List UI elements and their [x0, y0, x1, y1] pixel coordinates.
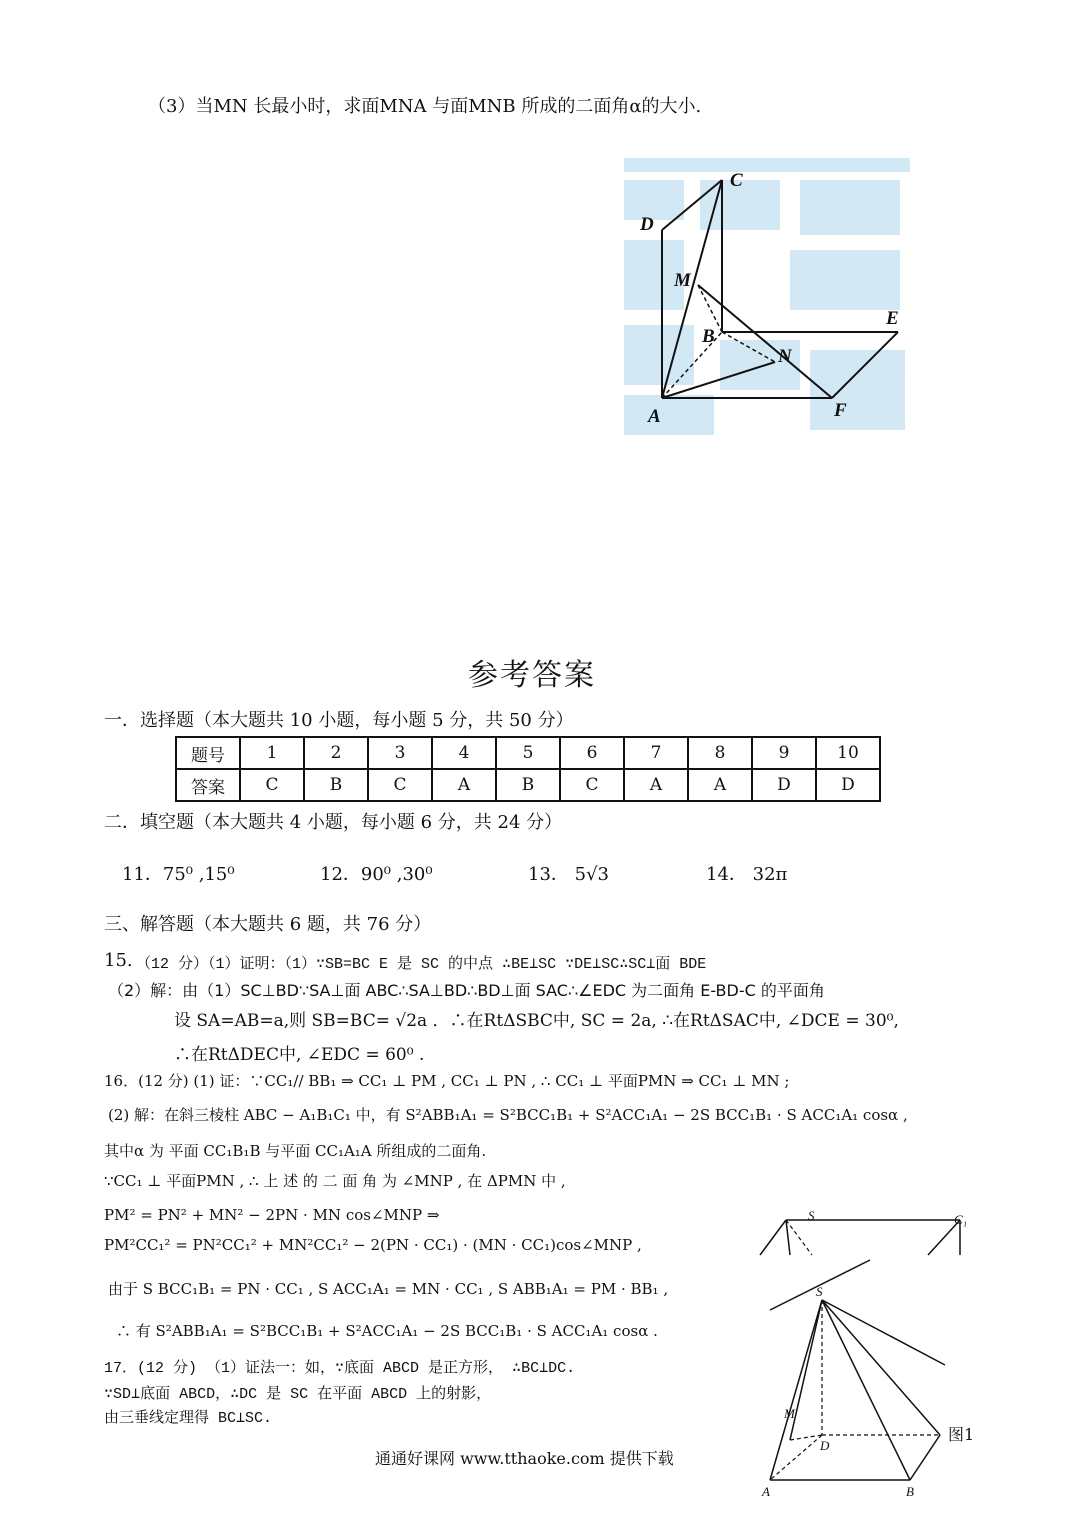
- label-A: A: [762, 1484, 770, 1499]
- table-cell: 9: [752, 737, 816, 769]
- q15-line3: 设 SA=AB=a,则 SB=BC= √2a ．∴在RtΔSBC中, SC = 2a, ∴在RtΔSAC中, ∠DCE = 30⁰,: [174, 1011, 899, 1031]
- answer-11: 11．75⁰ ,15⁰: [122, 864, 235, 885]
- section-1-heading: 一．选择题（本大题共 10 小题，每小题 5 分，共 50 分）: [104, 710, 574, 731]
- geometry-figure-top: [610, 150, 920, 450]
- table-cell: 7: [624, 737, 688, 769]
- q16-line5: PM² = PN² + MN² − 2PN · MN cos∠MNP ⇒: [104, 1206, 440, 1224]
- figure-caption: 图1: [948, 1425, 975, 1444]
- table-cell: 6: [560, 737, 624, 769]
- label-M: M: [784, 1406, 795, 1421]
- table-header-cell: 答案: [176, 769, 240, 801]
- q16-line3: 其中α 为 平面 CC₁B₁B 与平面 CC₁A₁A 所组成的二面角.: [104, 1142, 487, 1160]
- table-cell: D: [816, 769, 880, 801]
- question-3-text: （3）当MN 长最小时，求面MNA 与面MNB 所成的二面角α的大小.: [148, 96, 702, 117]
- q15-number: 15.: [104, 950, 133, 971]
- answer-13: 13． 5√3: [528, 864, 609, 885]
- q16-line1: 16．(12 分) (1) 证：∵CC₁// BB₁ ⇒ CC₁ ⊥ PM , CC₁ ⊥ PN , ∴ CC₁ ⊥ 平面PMN ⇒ CC₁ ⊥ MN ;: [104, 1072, 790, 1090]
- table-cell: D: [752, 769, 816, 801]
- q17-line1: 17．(12 分) （1）证法一：如，∵底面 ABCD 是正方形， ∴BC⊥DC.: [104, 1360, 576, 1377]
- geometry-figure-bottom: [740, 1200, 990, 1500]
- q17-line3: 由三垂线定理得 BC⊥SC.: [104, 1410, 273, 1427]
- label-S-top: S: [808, 1208, 815, 1223]
- footer-text: 通通好课网 www.tthaoke.com 提供下载: [375, 1449, 674, 1468]
- q16-line7: 由于 S BCC₁B₁ = PN · CC₁ , S ACC₁A₁ = MN · CC₁ , S ABB₁A₁ = PM · BB₁ ,: [108, 1280, 669, 1298]
- table-cell: C: [560, 769, 624, 801]
- label-F: F: [834, 400, 847, 421]
- table-cell: 10: [816, 737, 880, 769]
- table-cell: 5: [496, 737, 560, 769]
- label-N: N: [778, 346, 792, 367]
- table-header-cell: 题号: [176, 737, 240, 769]
- table-cell: A: [688, 769, 752, 801]
- label-B: B: [702, 326, 715, 347]
- label-D: D: [820, 1438, 830, 1453]
- label-A: A: [648, 406, 661, 427]
- answer-14: 14． 32π: [706, 864, 788, 885]
- q15-line1: （12 分）（1）证明：（1）∵SB=BC E 是 SC 的中点 ∴BE⊥SC ∵DE⊥SC∴SC⊥面 BDE: [136, 956, 707, 973]
- q16-line4: ∵CC₁ ⊥ 平面PMN , ∴ 上 述 的 二 面 角 为 ∠MNP , 在 ΔPMN 中 ,: [104, 1172, 566, 1190]
- table-cell: B: [496, 769, 560, 801]
- label-S: S: [816, 1284, 823, 1299]
- watermark: [624, 158, 910, 435]
- q16-line2: (2) 解：在斜三棱柱 ABC − A₁B₁C₁ 中，有 S²ABB₁A₁ = S²BCC₁B₁ + S²ACC₁A₁ − 2S BCC₁B₁ · S ACC₁A₁ cosα ,: [108, 1106, 908, 1124]
- table-cell: 4: [432, 737, 496, 769]
- table-cell: B: [304, 769, 368, 801]
- table-cell: 3: [368, 737, 432, 769]
- q16-line8: ∴ 有 S²ABB₁A₁ = S²BCC₁B₁ + S²ACC₁A₁ − 2S BCC₁B₁ · S ACC₁A₁ cosα .: [116, 1322, 658, 1340]
- table-row: [176, 769, 880, 801]
- answer-12: 12．90⁰ ,30⁰: [320, 864, 433, 885]
- q16-line6: PM²CC₁² = PN²CC₁² + MN²CC₁² − 2(PN · CC₁) · (MN · CC₁)cos∠MNP ,: [104, 1236, 642, 1254]
- section-3-heading: 三、解答题（本大题共 6 题，共 76 分）: [104, 914, 432, 935]
- label-D: D: [640, 214, 654, 235]
- table-cell: 8: [688, 737, 752, 769]
- table-cell: C: [240, 769, 304, 801]
- table-cell: A: [624, 769, 688, 801]
- label-C1: C₁: [954, 1212, 968, 1227]
- q17-line2: ∵SD⊥底面 ABCD，∴DC 是 SC 在平面 ABCD 上的射影，: [104, 1386, 492, 1403]
- table-row: [176, 737, 880, 769]
- table-cell: A: [432, 769, 496, 801]
- answer-title: 参考答案: [468, 658, 596, 693]
- label-B: B: [906, 1484, 914, 1499]
- table-cell: C: [368, 769, 432, 801]
- label-C: C: [730, 170, 743, 191]
- table-cell: 2: [304, 737, 368, 769]
- answer-table: [175, 736, 881, 802]
- label-M: M: [674, 270, 691, 291]
- section-2-heading: 二．填空题（本大题共 4 小题，每小题 6 分，共 24 分）: [104, 812, 563, 833]
- table-cell: 1: [240, 737, 304, 769]
- label-E: E: [886, 308, 899, 329]
- q15-line4: ∴在RtΔDEC中, ∠EDC = 60⁰ .: [174, 1045, 425, 1065]
- q15-line2: （2）解：由（1）SC⊥BD∵SA⊥面 ABC∴SA⊥BD∴BD⊥面 SAC∴∠EDC 为二面角 E-BD-C 的平面角: [108, 981, 825, 1000]
